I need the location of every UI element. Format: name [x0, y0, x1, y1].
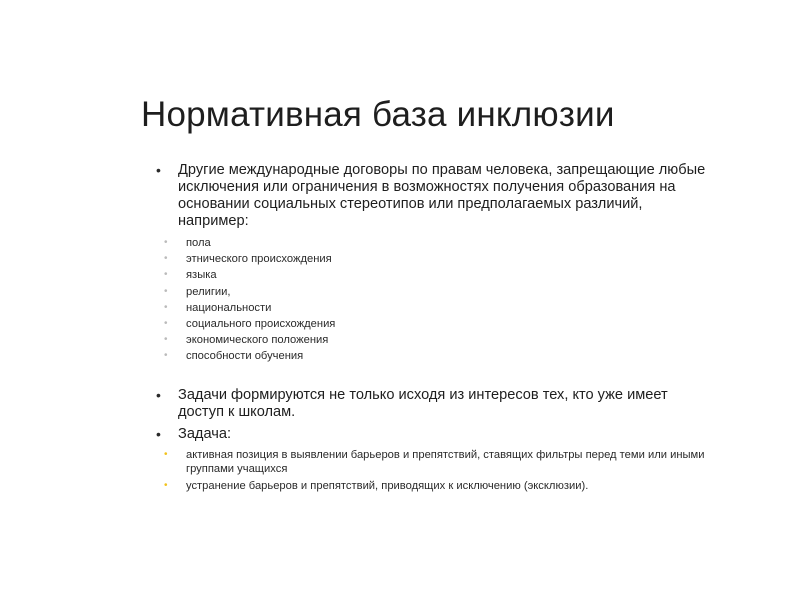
- sub-bullet-icon: •: [164, 448, 168, 460]
- sub-item: [162, 448, 716, 476]
- sub-list: [162, 448, 716, 493]
- sub-item-text: этнического происхождения: [186, 253, 332, 266]
- sub-item-text: пола: [186, 237, 211, 249]
- bullet-text: Задачи формируются не только исходя из интересов тех, кто уже имеет доступ к школам.: [178, 386, 668, 420]
- sub-item-text: языка: [186, 269, 217, 282]
- sub-bullet-icon: •: [164, 318, 168, 330]
- sub-bullet-icon: •: [164, 253, 168, 265]
- bullet-text: Другие международные договоры по правам человека, запрещающие любые исключения или ограничения в возможностях получения образования на основании социальных стереотипов или предполагаемых различий, например:: [178, 162, 706, 229]
- sub-item: [162, 284, 716, 300]
- sub-bullet-icon: •: [164, 479, 168, 491]
- sub-item-text: устранение барьеров и препятствий, приводящих к исключению (эксклюзии).: [186, 479, 589, 492]
- bullet-item: [156, 426, 716, 443]
- bullet-item: [156, 162, 716, 230]
- slide-title: Нормативная база инклюзии: [141, 95, 615, 134]
- sub-item: [162, 348, 716, 364]
- bullet-text: Задача:: [178, 425, 232, 442]
- sub-item-text: способности обучения: [186, 350, 304, 363]
- sub-item: [162, 267, 716, 283]
- sub-item: [162, 332, 716, 348]
- sub-bullet-icon: •: [164, 237, 168, 248]
- bullet-item: [156, 387, 716, 421]
- sub-item-text: социального происхождения: [186, 318, 336, 331]
- sub-item-text: религии,: [186, 285, 231, 298]
- sub-list: [162, 235, 716, 365]
- sub-bullet-icon: •: [164, 301, 168, 313]
- sub-item: [162, 300, 716, 316]
- slide-content: [156, 162, 716, 496]
- sub-item: [162, 235, 716, 251]
- bullet-icon: •: [156, 386, 161, 403]
- sub-item-text: активная позиция в выявлении барьеров и препятствий, ставящих фильтры перед теми или иными группами учащихся: [186, 448, 705, 475]
- sub-item: [162, 479, 716, 493]
- bullet-icon: •: [156, 425, 161, 442]
- sub-bullet-icon: •: [164, 269, 168, 281]
- sub-item: [162, 316, 716, 332]
- sub-item-text: экономического положения: [186, 334, 329, 347]
- sub-bullet-icon: •: [164, 334, 168, 346]
- sub-item-text: национальности: [186, 301, 272, 314]
- sub-bullet-icon: •: [164, 285, 168, 297]
- bullet-icon: •: [156, 162, 161, 178]
- sub-bullet-icon: •: [164, 350, 168, 362]
- sub-item: [162, 251, 716, 267]
